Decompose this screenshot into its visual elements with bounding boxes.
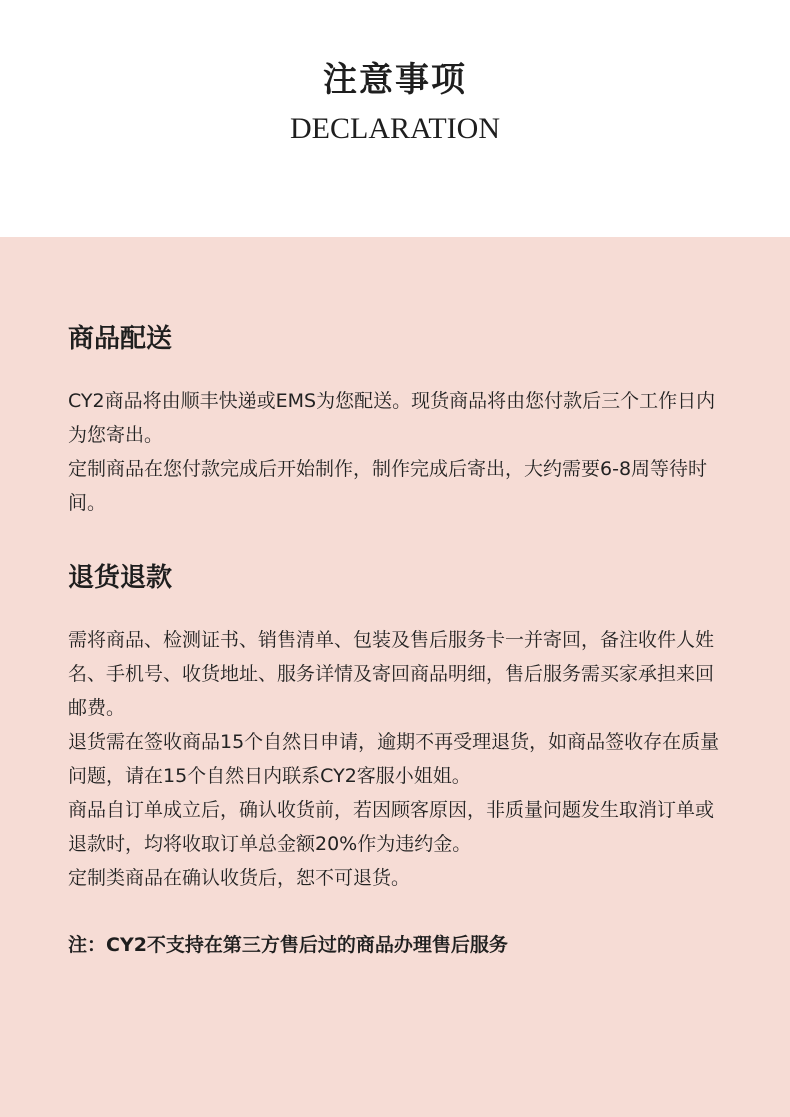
note-text: 注：CY2不支持在第三方售后过的商品办理售后服务 (68, 934, 508, 956)
page-subtitle: DECLARATION (290, 112, 500, 145)
delivery-section (68, 322, 728, 520)
returns-section (68, 561, 728, 895)
page-title: 注意事项 (323, 60, 467, 100)
delivery-paragraph: CY2商品将由顺丰快递或EMS为您配送。现货商品将由您付款后三个工作日内为您寄出。 (68, 390, 716, 446)
header (0, 0, 790, 237)
delivery-paragraph: 定制商品在您付款完成后开始制作，制作完成后寄出，大约需要6-8周等待时间。 (68, 458, 708, 514)
returns-paragraph: 需将商品、检测证书、销售清单、包装及售后服务卡一并寄回，备注收件人姓名、手机号、收货地址、服务详情及寄回商品明细，售后服务需买家承担来回邮费。 (68, 629, 715, 719)
delivery-title: 商品配送 (68, 324, 173, 354)
returns-paragraph: 商品自订单成立后，确认收货前，若因顾客原因，非质量问题发生取消订单或退款时，均将收取订单总金额20%作为违约金。 (68, 799, 715, 855)
content-panel (0, 237, 790, 1117)
returns-paragraph: 定制类商品在确认收货后，恕不可退货。 (68, 867, 411, 889)
returns-title: 退货退款 (68, 563, 173, 593)
returns-paragraph: 退货需在签收商品15个自然日申请，逾期不再受理退货，如商品签收存在质量问题，请在15个自然日内联系CY2客服小姐姐。 (68, 731, 720, 787)
